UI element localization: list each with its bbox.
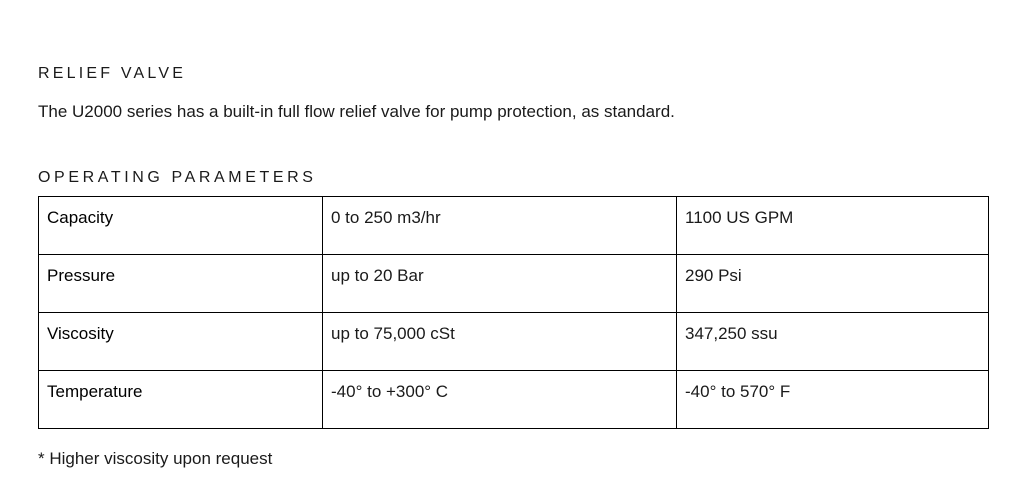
table-row [39,255,989,313]
footnote: * Higher viscosity upon request [38,449,273,468]
metric-value: 0 to 250 m3/hr [323,197,677,255]
parameter-label: Viscosity [39,313,323,371]
imperial-value: 347,250 ssu [677,313,989,371]
metric-value: up to 75,000 cSt [323,313,677,371]
imperial-value: -40° to 570° F [677,371,989,429]
relief-valve-heading: RELIEF VALVE [38,65,187,82]
imperial-value: 290 Psi [677,255,989,313]
parameter-label: Temperature [39,371,323,429]
parameter-label: Pressure [39,255,323,313]
table-row [39,313,989,371]
table-row [39,371,989,429]
metric-value: up to 20 Bar [323,255,677,313]
relief-valve-description: The U2000 series has a built-in full flow relief valve for pump protection, as standard. [38,102,675,121]
parameter-label: Capacity [39,197,323,255]
operating-parameters-table [38,196,989,429]
imperial-value: 1100 US GPM [677,197,989,255]
table-row [39,197,989,255]
operating-parameters-heading: OPERATING PARAMETERS [38,169,317,186]
metric-value: -40° to +300° C [323,371,677,429]
